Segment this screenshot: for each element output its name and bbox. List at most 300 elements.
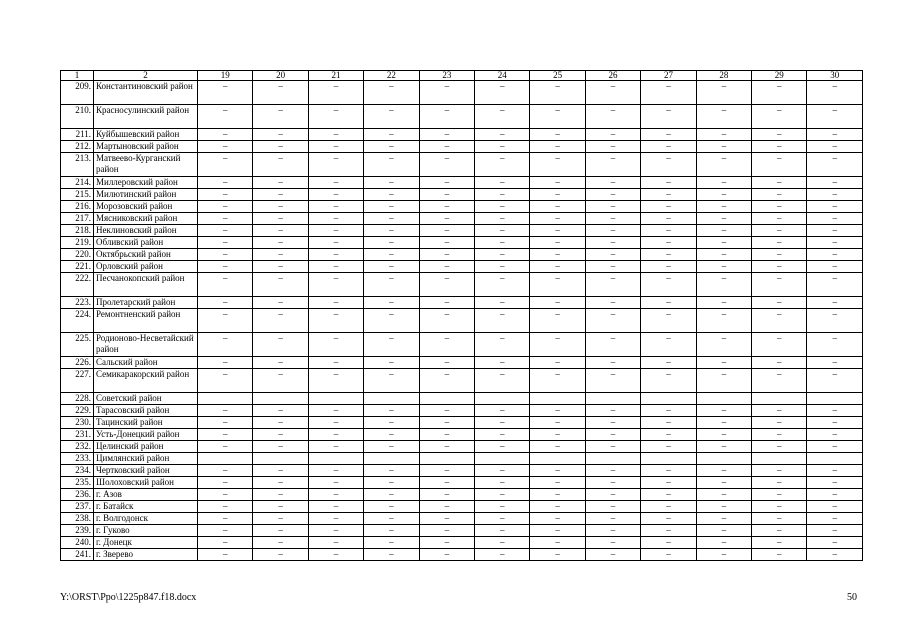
value-cell: –	[364, 141, 419, 153]
row-name: Ремонтненский район	[94, 309, 198, 333]
value-cell: –	[308, 261, 363, 273]
value-cell: –	[364, 441, 419, 453]
value-cell: –	[641, 153, 696, 177]
row-number: 220.	[61, 249, 94, 261]
value-cell: –	[419, 81, 474, 105]
row-name: г. Зверево	[94, 549, 198, 561]
row-number: 212.	[61, 141, 94, 153]
value-cell: –	[530, 501, 585, 513]
value-cell: –	[530, 237, 585, 249]
value-cell: –	[641, 177, 696, 189]
value-cell: –	[752, 129, 807, 141]
value-cell: –	[308, 201, 363, 213]
table-row	[61, 309, 863, 333]
value-cell: –	[696, 81, 751, 105]
row-name: Советский район	[94, 393, 198, 405]
value-cell: –	[198, 549, 253, 561]
value-cell: –	[585, 501, 640, 513]
value-cell: –	[308, 225, 363, 237]
value-cell: –	[364, 273, 419, 297]
value-cell: –	[585, 225, 640, 237]
value-cell: –	[530, 177, 585, 189]
value-cell	[696, 393, 751, 405]
row-name: Мясниковский район	[94, 213, 198, 225]
value-cell: –	[308, 369, 363, 393]
value-cell: –	[585, 129, 640, 141]
table-row	[61, 489, 863, 501]
value-cell: –	[419, 273, 474, 297]
table-row	[61, 141, 863, 153]
value-cell: –	[364, 417, 419, 429]
value-cell: –	[419, 129, 474, 141]
value-cell: –	[419, 417, 474, 429]
value-cell: –	[253, 213, 308, 225]
value-cell: –	[530, 477, 585, 489]
value-cell: –	[696, 429, 751, 441]
table-row	[61, 513, 863, 525]
table-row	[61, 369, 863, 393]
value-cell: –	[308, 525, 363, 537]
row-number: 231.	[61, 429, 94, 441]
row-name: Куйбышевский район	[94, 129, 198, 141]
value-cell: –	[419, 153, 474, 177]
value-cell: –	[198, 213, 253, 225]
value-cell	[253, 393, 308, 405]
value-cell: –	[752, 477, 807, 489]
value-cell: –	[696, 189, 751, 201]
row-number: 217.	[61, 213, 94, 225]
value-cell: –	[198, 501, 253, 513]
value-cell: –	[585, 297, 640, 309]
value-cell: –	[253, 201, 308, 213]
value-cell	[641, 393, 696, 405]
row-number: 209.	[61, 81, 94, 105]
value-cell: –	[198, 405, 253, 417]
value-cell: –	[364, 501, 419, 513]
value-cell: –	[752, 429, 807, 441]
value-cell: –	[807, 429, 863, 441]
row-name: Шолоховский район	[94, 477, 198, 489]
value-cell: –	[752, 213, 807, 225]
value-cell: –	[807, 177, 863, 189]
row-name: г. Азов	[94, 489, 198, 501]
value-cell: –	[198, 201, 253, 213]
value-cell: –	[475, 513, 530, 525]
row-number: 235.	[61, 477, 94, 489]
value-cell: –	[752, 273, 807, 297]
value-cell: –	[641, 489, 696, 501]
value-cell: –	[752, 333, 807, 357]
header-cell: 24	[475, 71, 530, 81]
value-cell: –	[752, 189, 807, 201]
value-cell: –	[419, 189, 474, 201]
row-number: 211.	[61, 129, 94, 141]
value-cell: –	[641, 105, 696, 129]
value-cell: –	[308, 129, 363, 141]
table-row	[61, 105, 863, 129]
value-cell: –	[530, 261, 585, 273]
value-cell: –	[585, 525, 640, 537]
value-cell: –	[198, 417, 253, 429]
value-cell: –	[585, 105, 640, 129]
row-name: Песчанокопский район	[94, 273, 198, 297]
value-cell: –	[475, 549, 530, 561]
value-cell: –	[585, 81, 640, 105]
value-cell: –	[253, 477, 308, 489]
value-cell	[475, 393, 530, 405]
value-cell: –	[696, 105, 751, 129]
value-cell: –	[807, 489, 863, 501]
row-name: Милютинский район	[94, 189, 198, 201]
value-cell: –	[308, 513, 363, 525]
value-cell	[364, 393, 419, 405]
value-cell: –	[364, 537, 419, 549]
value-cell: –	[530, 525, 585, 537]
value-cell: –	[696, 417, 751, 429]
value-cell: –	[308, 429, 363, 441]
row-name: Родионово-Несветайский район	[94, 333, 198, 357]
value-cell: –	[807, 441, 863, 453]
table-row	[61, 441, 863, 453]
row-name: г. Гуково	[94, 525, 198, 537]
value-cell: –	[308, 441, 363, 453]
table-row	[61, 429, 863, 441]
value-cell: –	[419, 309, 474, 333]
table-row	[61, 501, 863, 513]
value-cell: –	[696, 525, 751, 537]
row-number: 241.	[61, 549, 94, 561]
value-cell: –	[641, 513, 696, 525]
value-cell	[198, 453, 253, 465]
row-number: 214.	[61, 177, 94, 189]
row-number: 221.	[61, 261, 94, 273]
value-cell: –	[308, 189, 363, 201]
value-cell: –	[253, 441, 308, 453]
value-cell: –	[752, 237, 807, 249]
row-number: 218.	[61, 225, 94, 237]
value-cell: –	[585, 273, 640, 297]
value-cell: –	[253, 177, 308, 189]
value-cell: –	[807, 297, 863, 309]
value-cell: –	[641, 537, 696, 549]
value-cell: –	[807, 273, 863, 297]
value-cell: –	[530, 309, 585, 333]
value-cell: –	[807, 477, 863, 489]
value-cell: –	[807, 369, 863, 393]
value-cell: –	[530, 513, 585, 525]
value-cell: –	[475, 177, 530, 189]
value-cell: –	[752, 249, 807, 261]
table-row	[61, 537, 863, 549]
row-number: 225.	[61, 333, 94, 357]
value-cell: –	[807, 237, 863, 249]
value-cell: –	[198, 105, 253, 129]
value-cell: –	[752, 357, 807, 369]
row-name: Мартыновский район	[94, 141, 198, 153]
row-number: 219.	[61, 237, 94, 249]
value-cell: –	[475, 249, 530, 261]
value-cell: –	[530, 297, 585, 309]
value-cell: –	[752, 153, 807, 177]
table-row	[61, 405, 863, 417]
row-number: 223.	[61, 297, 94, 309]
value-cell: –	[696, 489, 751, 501]
value-cell: –	[641, 465, 696, 477]
value-cell: –	[198, 261, 253, 273]
value-cell: –	[364, 297, 419, 309]
value-cell: –	[696, 225, 751, 237]
value-cell: –	[253, 225, 308, 237]
value-cell: –	[364, 249, 419, 261]
value-cell: –	[641, 333, 696, 357]
value-cell: –	[308, 549, 363, 561]
value-cell: –	[253, 189, 308, 201]
value-cell: –	[530, 153, 585, 177]
value-cell: –	[253, 429, 308, 441]
value-cell: –	[807, 501, 863, 513]
value-cell: –	[752, 549, 807, 561]
value-cell: –	[696, 141, 751, 153]
value-cell: –	[308, 357, 363, 369]
value-cell: –	[198, 189, 253, 201]
value-cell: –	[364, 129, 419, 141]
value-cell: –	[419, 297, 474, 309]
value-cell: –	[364, 405, 419, 417]
value-cell: –	[585, 489, 640, 501]
value-cell: –	[308, 237, 363, 249]
value-cell: –	[585, 441, 640, 453]
value-cell: –	[475, 465, 530, 477]
value-cell: –	[308, 465, 363, 477]
value-cell: –	[308, 297, 363, 309]
value-cell: –	[419, 141, 474, 153]
header-cell: 22	[364, 71, 419, 81]
value-cell	[308, 453, 363, 465]
value-cell: –	[198, 537, 253, 549]
value-cell: –	[752, 201, 807, 213]
value-cell: –	[419, 333, 474, 357]
value-cell: –	[364, 309, 419, 333]
value-cell: –	[364, 357, 419, 369]
value-cell: –	[364, 201, 419, 213]
value-cell: –	[752, 225, 807, 237]
value-cell: –	[641, 525, 696, 537]
value-cell: –	[530, 81, 585, 105]
value-cell: –	[364, 525, 419, 537]
value-cell: –	[475, 297, 530, 309]
table-row	[61, 189, 863, 201]
value-cell: –	[308, 333, 363, 357]
value-cell: –	[752, 369, 807, 393]
row-number: 234.	[61, 465, 94, 477]
value-cell: –	[752, 177, 807, 189]
value-cell: –	[585, 369, 640, 393]
value-cell: –	[198, 513, 253, 525]
value-cell: –	[696, 297, 751, 309]
value-cell: –	[198, 369, 253, 393]
row-number: 230.	[61, 417, 94, 429]
value-cell: –	[752, 441, 807, 453]
value-cell: –	[807, 189, 863, 201]
table-row	[61, 453, 863, 465]
data-table	[60, 70, 863, 561]
value-cell: –	[253, 81, 308, 105]
table-row	[61, 525, 863, 537]
value-cell: –	[253, 405, 308, 417]
value-cell: –	[198, 429, 253, 441]
value-cell: –	[364, 549, 419, 561]
value-cell: –	[696, 249, 751, 261]
footer-file-path: Y:\ORST\Ppo\1225p847.f18.docx	[60, 592, 197, 603]
value-cell: –	[807, 537, 863, 549]
value-cell: –	[807, 417, 863, 429]
value-cell: –	[807, 141, 863, 153]
value-cell: –	[198, 225, 253, 237]
value-cell: –	[475, 201, 530, 213]
table-row	[61, 549, 863, 561]
value-cell: –	[530, 201, 585, 213]
row-name: г. Батайск	[94, 501, 198, 513]
value-cell: –	[419, 357, 474, 369]
value-cell: –	[585, 249, 640, 261]
value-cell: –	[585, 537, 640, 549]
value-cell: –	[807, 129, 863, 141]
value-cell: –	[419, 405, 474, 417]
value-cell: –	[696, 405, 751, 417]
value-cell: –	[807, 525, 863, 537]
value-cell: –	[475, 537, 530, 549]
value-cell: –	[308, 213, 363, 225]
value-cell: –	[696, 369, 751, 393]
value-cell: –	[253, 273, 308, 297]
value-cell: –	[585, 513, 640, 525]
value-cell: –	[752, 513, 807, 525]
value-cell: –	[585, 141, 640, 153]
value-cell: –	[696, 273, 751, 297]
value-cell: –	[419, 369, 474, 393]
value-cell: –	[475, 309, 530, 333]
row-number: 237.	[61, 501, 94, 513]
value-cell: –	[364, 333, 419, 357]
value-cell: –	[752, 261, 807, 273]
header-cell: 29	[752, 71, 807, 81]
value-cell: –	[253, 501, 308, 513]
value-cell: –	[585, 237, 640, 249]
value-cell: –	[419, 177, 474, 189]
value-cell: –	[475, 501, 530, 513]
value-cell: –	[641, 249, 696, 261]
value-cell	[530, 393, 585, 405]
value-cell: –	[807, 357, 863, 369]
row-name: Неклиновский район	[94, 225, 198, 237]
value-cell: –	[807, 213, 863, 225]
value-cell	[752, 453, 807, 465]
value-cell: –	[253, 261, 308, 273]
row-name: Миллеровский район	[94, 177, 198, 189]
value-cell: –	[364, 465, 419, 477]
value-cell: –	[475, 429, 530, 441]
value-cell: –	[364, 261, 419, 273]
row-number: 228.	[61, 393, 94, 405]
value-cell: –	[530, 549, 585, 561]
table-row	[61, 261, 863, 273]
value-cell: –	[198, 465, 253, 477]
value-cell: –	[308, 537, 363, 549]
value-cell: –	[308, 273, 363, 297]
value-cell: –	[696, 513, 751, 525]
table-row	[61, 273, 863, 297]
value-cell	[807, 453, 863, 465]
value-cell: –	[364, 81, 419, 105]
value-cell: –	[807, 261, 863, 273]
value-cell: –	[364, 237, 419, 249]
value-cell: –	[364, 369, 419, 393]
row-number: 229.	[61, 405, 94, 417]
row-name: Чертковский район	[94, 465, 198, 477]
value-cell: –	[807, 333, 863, 357]
row-name: Пролетарский район	[94, 297, 198, 309]
value-cell: –	[530, 405, 585, 417]
value-cell: –	[198, 297, 253, 309]
value-cell: –	[641, 357, 696, 369]
value-cell: –	[419, 225, 474, 237]
row-name: Обливский район	[94, 237, 198, 249]
value-cell: –	[198, 525, 253, 537]
value-cell: –	[530, 333, 585, 357]
value-cell: –	[364, 213, 419, 225]
value-cell: –	[419, 513, 474, 525]
header-cell: 20	[253, 71, 308, 81]
value-cell: –	[530, 441, 585, 453]
value-cell: –	[530, 129, 585, 141]
row-number: 224.	[61, 309, 94, 333]
table-header-row	[61, 71, 863, 81]
value-cell: –	[253, 297, 308, 309]
value-cell: –	[419, 477, 474, 489]
value-cell: –	[807, 249, 863, 261]
header-cell: 28	[696, 71, 751, 81]
value-cell: –	[807, 105, 863, 129]
value-cell: –	[419, 429, 474, 441]
value-cell: –	[308, 81, 363, 105]
value-cell	[696, 453, 751, 465]
value-cell	[419, 393, 474, 405]
table-row	[61, 297, 863, 309]
value-cell: –	[585, 189, 640, 201]
value-cell: –	[530, 429, 585, 441]
value-cell: –	[198, 441, 253, 453]
value-cell: –	[308, 249, 363, 261]
value-cell: –	[253, 369, 308, 393]
value-cell: –	[752, 525, 807, 537]
value-cell	[253, 453, 308, 465]
value-cell: –	[198, 141, 253, 153]
row-name: Матвеево-Курганский район	[94, 153, 198, 177]
value-cell: –	[253, 417, 308, 429]
header-cell: 21	[308, 71, 363, 81]
value-cell: –	[364, 225, 419, 237]
value-cell: –	[253, 141, 308, 153]
value-cell: –	[198, 489, 253, 501]
value-cell: –	[530, 225, 585, 237]
value-cell: –	[253, 357, 308, 369]
value-cell: –	[364, 513, 419, 525]
value-cell: –	[641, 129, 696, 141]
value-cell	[807, 393, 863, 405]
value-cell: –	[253, 105, 308, 129]
value-cell: –	[253, 129, 308, 141]
value-cell: –	[641, 429, 696, 441]
